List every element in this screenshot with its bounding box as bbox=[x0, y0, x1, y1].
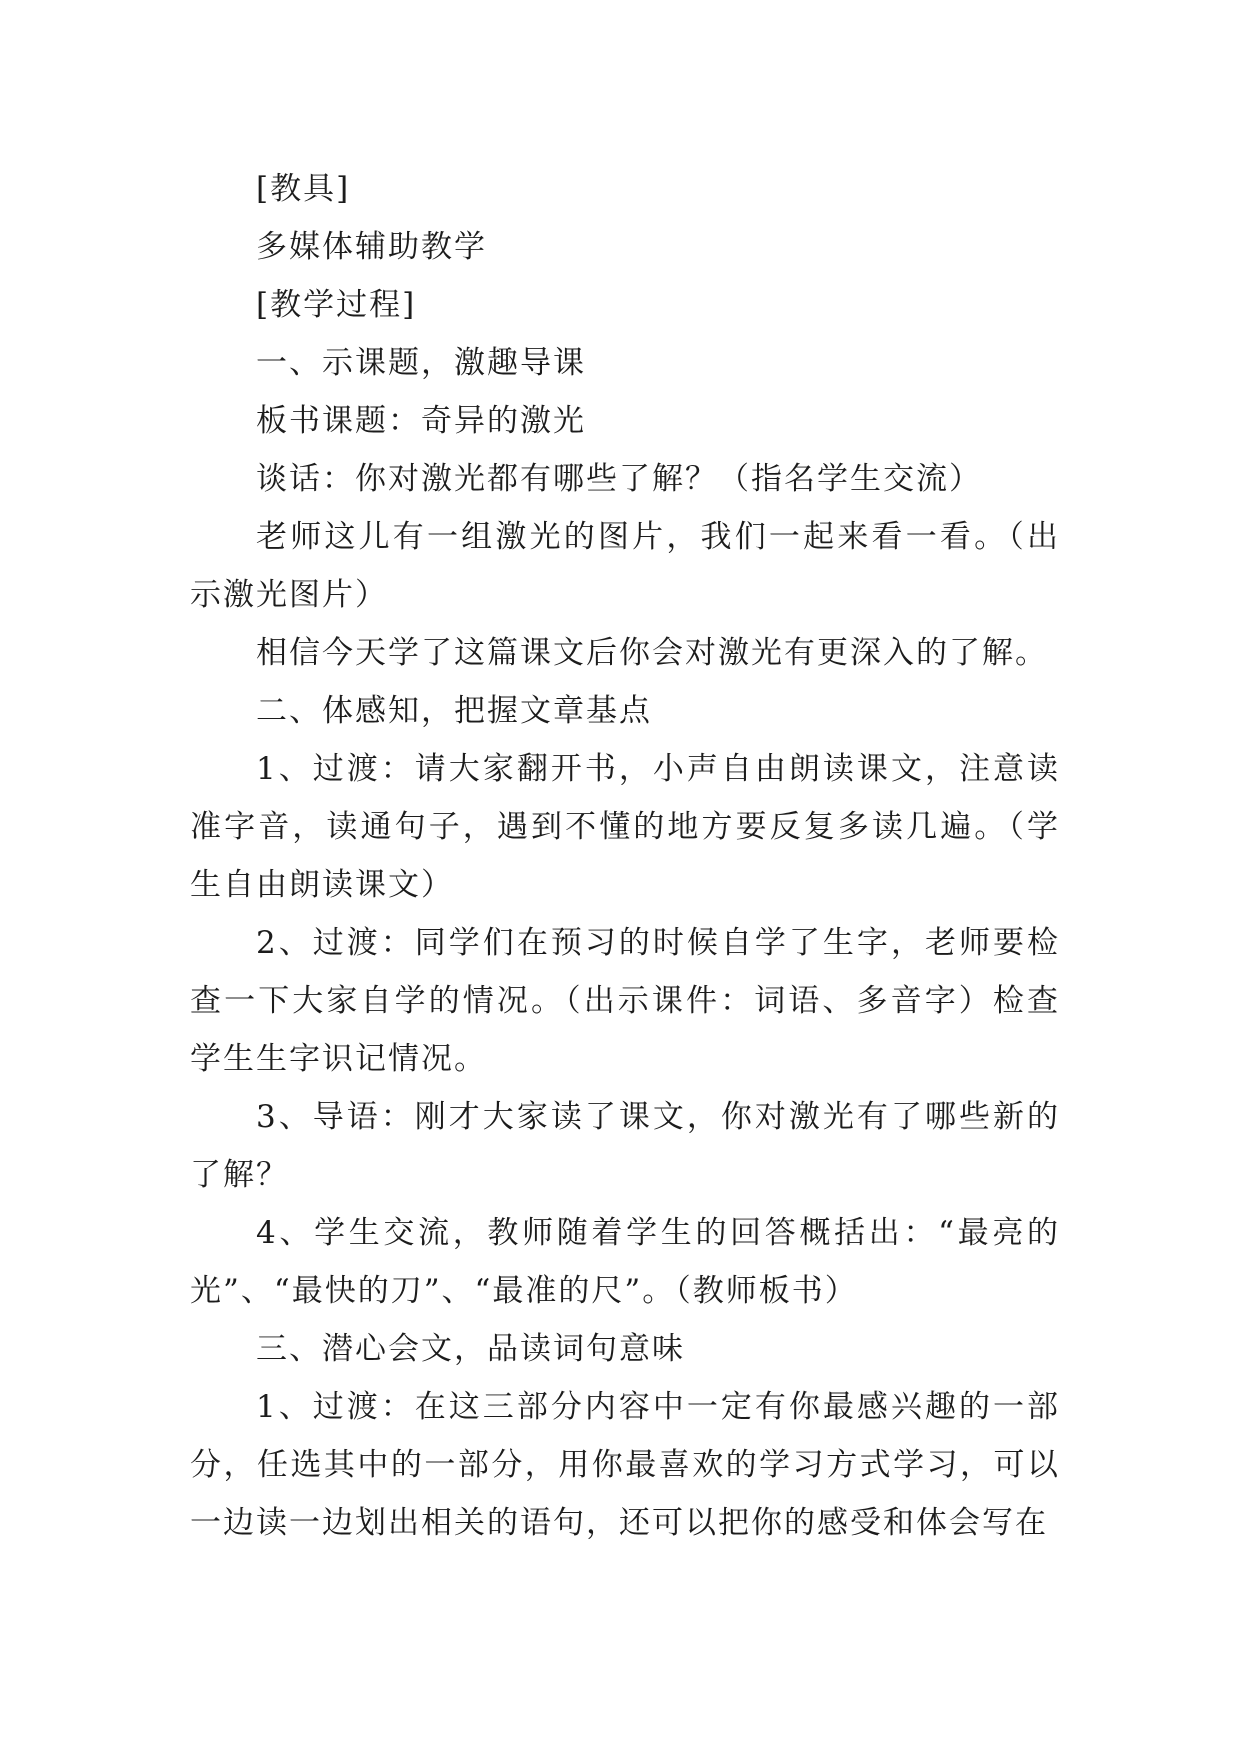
paragraph-section-3-heading: 三、潜心会文，品读词句意味 bbox=[256, 1331, 685, 1367]
paragraph-section-3-step-1: 1、过渡：在这三部分内容中一定有你最感兴趣的一部分，任选其中的一部分，用你最喜欢的学习方式学习，可以一边读一边划出相关的语句，还可以把你的感受和体会写在 bbox=[190, 1389, 1060, 1541]
paragraph-talk: 谈话：你对激光都有哪些了解？（指名学生交流） bbox=[256, 461, 982, 497]
paragraph-board-title: 板书课题：奇异的激光 bbox=[256, 403, 586, 439]
paragraph-believe: 相信今天学了这篇课文后你会对激光有更深入的了解。 bbox=[256, 635, 1048, 671]
document-body bbox=[190, 160, 1060, 1552]
paragraph-step-4: 4、学生交流，教师随着学生的回答概括出：“最亮的光”、“最快的刀”、“最准的尺”。（教师板书） bbox=[190, 1215, 1060, 1309]
paragraph-section-1-heading: 一、示课题，激趣导课 bbox=[256, 345, 586, 381]
paragraph-teaching-aids: 多媒体辅助教学 bbox=[256, 229, 487, 265]
paragraph-step-2: 2、过渡：同学们在预习的时候自学了生字，老师要检查一下大家自学的情况。（出示课件：词语、多音字）检查学生生字识记情况。 bbox=[190, 925, 1060, 1077]
paragraph-step-3: 3、导语：刚才大家读了课文，你对激光有了哪些新的了解？ bbox=[190, 1099, 1060, 1193]
paragraph-section-2-heading: 二、体感知，把握文章基点 bbox=[256, 693, 652, 729]
paragraph-pictures: 老师这儿有一组激光的图片，我们一起来看一看。（出示激光图片） bbox=[190, 519, 1060, 613]
paragraph-teaching-aids-heading: [教具] bbox=[256, 171, 351, 207]
paragraph-step-1: 1、过渡：请大家翻开书，小声自由朗读课文，注意读准字音，读通句子，遇到不懂的地方要反复多读几遍。（学生自由朗读课文） bbox=[190, 751, 1060, 903]
paragraph-process-heading: [教学过程] bbox=[256, 287, 417, 323]
